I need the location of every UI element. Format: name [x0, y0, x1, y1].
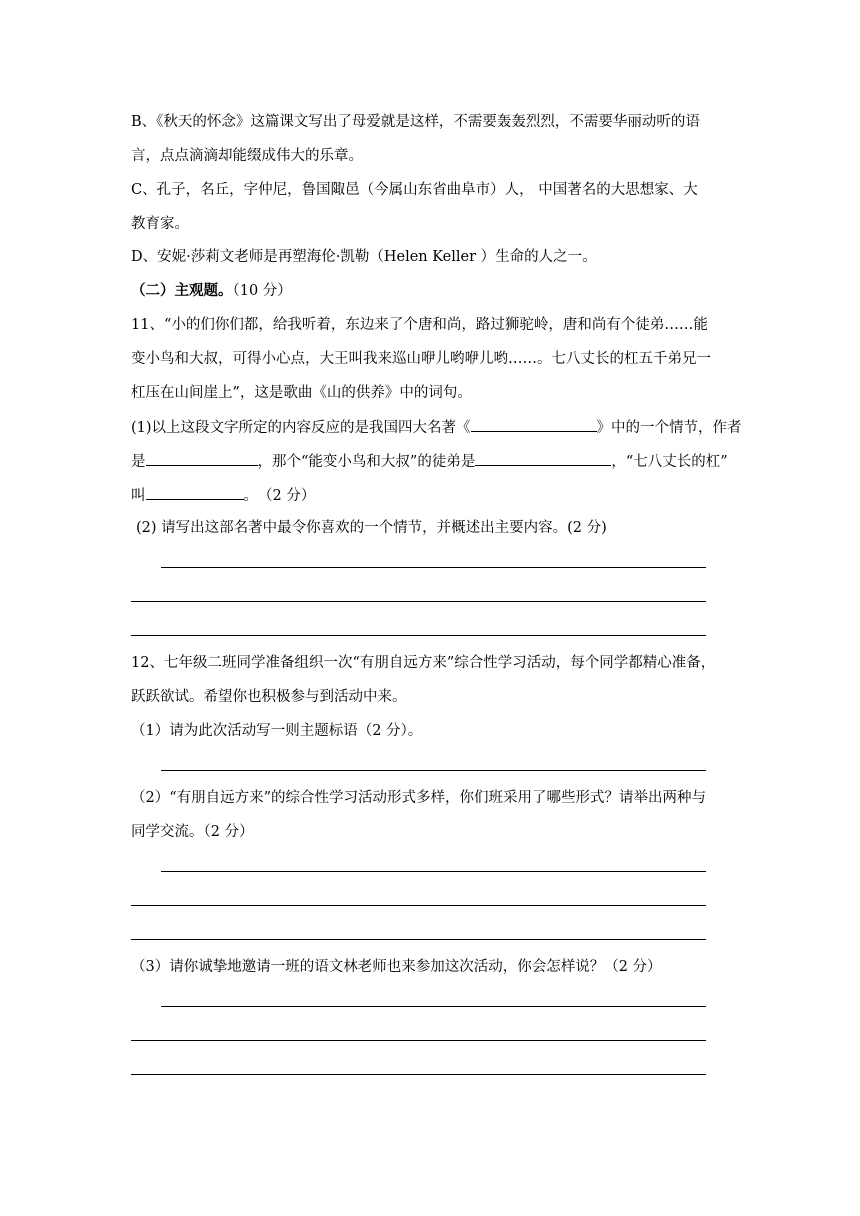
- q12-line-2: 跃跃欲试。希望你也积极参与到活动中来。: [131, 689, 407, 705]
- option-b-line-1: B、《秋天的怀念》这篇课文写出了母爱就是这样，不需要轰轰烈烈，不需要华丽动听的语: [131, 114, 700, 130]
- section-points: （10 分）: [232, 283, 292, 299]
- q12-part2-line-2: 同学交流。（2 分）: [131, 824, 254, 840]
- section-title: （二）主观题。: [131, 282, 233, 299]
- answer-line[interactable]: [131, 905, 706, 906]
- q11-part1-text-a: (1)以上这段文字所定的内容反应的是我国四大名著《: [131, 420, 471, 436]
- option-d: D、安妮·莎莉文老师是再塑海伦·凯勒（Helen Keller ）生命的人之一。: [131, 249, 597, 265]
- answer-line[interactable]: [161, 770, 706, 771]
- q11-part1-text-e: ，“七八丈长的杠”: [611, 454, 728, 470]
- q12-part3-prompt: （3）请你诚挚地邀请一班的语文林老师也来参加这次活动，你会怎样说？（2 分）: [131, 959, 662, 975]
- option-b-line-2: 言，点点滴滴却能缀成伟大的乐章。: [131, 148, 363, 164]
- q12-part1-prompt: （1）请为此次活动写一则主题标语（2 分）。: [131, 723, 423, 739]
- q11-part2-prompt: (2) 请写出这部名著中最令你喜欢的一个情节，并概述出主要内容。(2 分): [136, 520, 607, 536]
- q11-line-2: 变小鸟和大叔，可得小心点，大王叫我来巡山咿儿哟咿儿哟……。七八丈长的杠五千弟兄一: [131, 351, 711, 367]
- answer-line[interactable]: [131, 635, 706, 636]
- q11-part1-line-1: [131, 416, 742, 438]
- q11-part1-line-2: [131, 450, 728, 472]
- answer-blank-pole[interactable]: [146, 484, 244, 500]
- answer-line[interactable]: [161, 871, 706, 872]
- answer-line[interactable]: [131, 939, 706, 940]
- q12-part2-line-1: （2）“有朋自远方来”的综合性学习活动形式多样，你们班采用了哪些形式？请举出两种与: [131, 790, 707, 806]
- answer-line[interactable]: [131, 601, 706, 602]
- answer-line[interactable]: [161, 567, 706, 568]
- q11-part1-text-d: ，那个“能变小鸟和大叔”的徒弟是: [257, 454, 476, 470]
- answer-blank-disciple[interactable]: [475, 450, 611, 466]
- q11-part1-line-3: [131, 484, 315, 506]
- q11-line-1: 11、“小的们你们都，给我听着，东边来了个唐和尚，路过狮驼岭，唐和尚有个徒弟……能: [131, 317, 708, 333]
- section-heading: [131, 281, 292, 301]
- option-c-line-2: 教育家。: [131, 216, 189, 232]
- q11-part1-text-c: 是: [131, 454, 146, 470]
- q11-part1-text-b: 》中的一个情节，作者: [596, 420, 742, 436]
- q12-line-1: 12、七年级二班同学准备组织一次“有朋自远方来”综合性学习活动，每个同学都精心准备，: [131, 655, 716, 671]
- answer-line[interactable]: [131, 1074, 706, 1075]
- q11-line-3: 杠压在山间崖上”，这是歌曲《山的供养》中的词句。: [131, 385, 472, 401]
- answer-line[interactable]: [161, 1006, 706, 1007]
- answer-blank-author[interactable]: [146, 450, 258, 466]
- q11-part1-text-f: 叫: [131, 488, 146, 504]
- answer-blank-book[interactable]: [471, 416, 597, 432]
- option-c-line-1: C、孔子，名丘，字仲尼，鲁国陬邑（今属山东省曲阜市）人， 中国著名的大思想家、大: [131, 182, 698, 198]
- answer-line[interactable]: [131, 1040, 706, 1041]
- q11-part1-text-g: 。 （2 分）: [243, 488, 316, 504]
